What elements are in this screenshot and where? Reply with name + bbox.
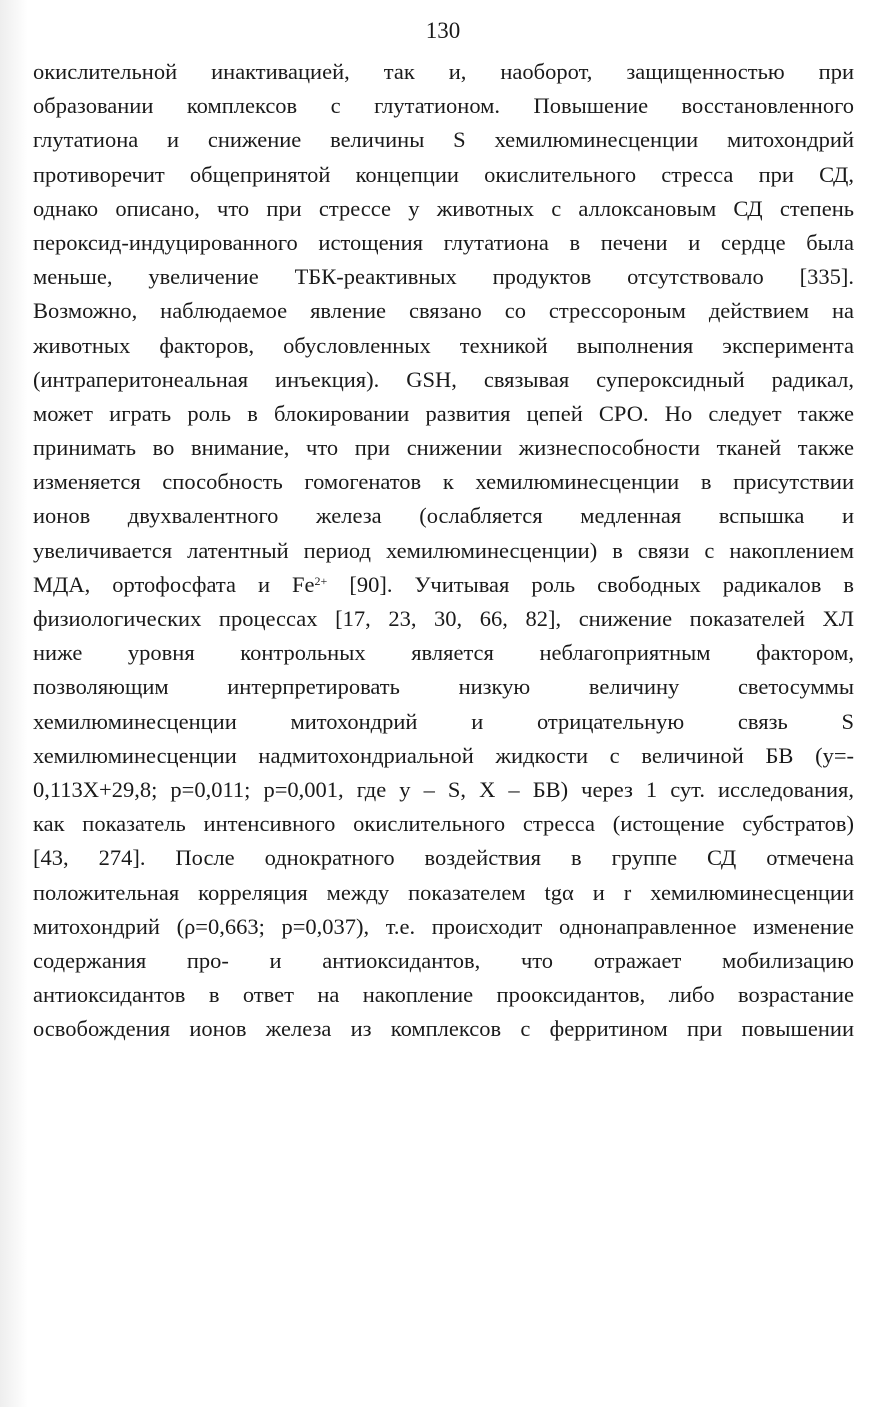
text-line: содержания про- и антиоксидантов, что отражает мобилизацию (33, 947, 854, 973)
text-line: [43, 274]. После однократного воздействия в группе СД отмечена (33, 845, 854, 871)
text-line: может играть роль в блокировании развития цепей СРО. Но следует также (33, 400, 854, 426)
text-line: хемилюминесценции митохондрий и отрицательную связь S (33, 708, 854, 734)
text-line: антиоксидантов в ответ на накопление прооксидантов, либо возрастание (33, 982, 854, 1008)
text-segment: [90]. Учитывая роль свободных радикалов в (327, 571, 854, 597)
text-line: увеличивается латентный период хемилюминесценции) в связи с накоплением (33, 537, 854, 563)
text-line: (интраперитонеальная инъекция). GSH, связывая супероксидный радикал, (33, 366, 854, 392)
text-line: 0,113Х+29,8; p=0,011; p=0,001, где у – S, Х – БВ) через 1 сут. исследования, (33, 776, 854, 802)
text-line-with-superscript (33, 568, 854, 602)
text-line: изменяется способность гомогенатов к хемилюминесценции в присутствии (33, 469, 854, 495)
text-line: пероксид-индуцированного истощения глутатиона в печени и сердце была (33, 229, 854, 255)
text-segment: МДА, ортофосфата и Fe (33, 571, 315, 597)
text-line: противоречит общепринятой концепции окислительного стресса при СД, (33, 161, 854, 187)
text-line: меньше, увеличение ТБК-реактивных продуктов отсутствовало [335]. (33, 264, 854, 290)
superscript-charge: 2+ (314, 573, 328, 588)
text-line: как показатель интенсивного окислительного стресса (истощение субстратов) (33, 811, 854, 837)
body-text (33, 55, 854, 1046)
text-line: положительная корреляция между показателем tgα и r хемилюминесценции (33, 879, 854, 905)
text-line: Возможно, наблюдаемое явление связано со стрессороным действием на (33, 298, 854, 324)
text-line: митохондрий (ρ=0,663; p=0,037), т.е. происходит однонаправленное изменение (33, 913, 854, 939)
text-line: ниже уровня контрольных является неблагоприятным фактором, (33, 640, 854, 666)
text-line: освобождения ионов железа из комплексов с ферритином при повышении (33, 1016, 854, 1042)
text-line: хемилюминесценции надмитохондриальной жидкости с величиной БВ (у=- (33, 742, 854, 768)
text-line: позволяющим интерпретировать низкую величину светосуммы (33, 674, 854, 700)
text-line: принимать во внимание, что при снижении жизнеспособности тканей также (33, 435, 854, 461)
text-line: ионов двухвалентного железа (ослабляется медленная вспышка и (33, 503, 854, 529)
text-line: образовании комплексов с глутатионом. Повышение восстановленного (33, 93, 854, 119)
text-line: глутатиона и снижение величины S хемилюминесценции митохондрий (33, 127, 854, 153)
text-line: физиологических процессах [17, 23, 30, 66, 82], снижение показателей ХЛ (33, 606, 854, 631)
scan-shadow-edge (0, 0, 28, 1407)
text-line: окислительной инактивацией, так и, наоборот, защищенностью при (33, 59, 854, 84)
page-number: 130 (425, 18, 461, 43)
text-line: однако описано, что при стрессе у животных с аллоксановым СД степень (33, 195, 854, 221)
text-line: животных факторов, обусловленных техникой выполнения эксперимента (33, 332, 854, 358)
